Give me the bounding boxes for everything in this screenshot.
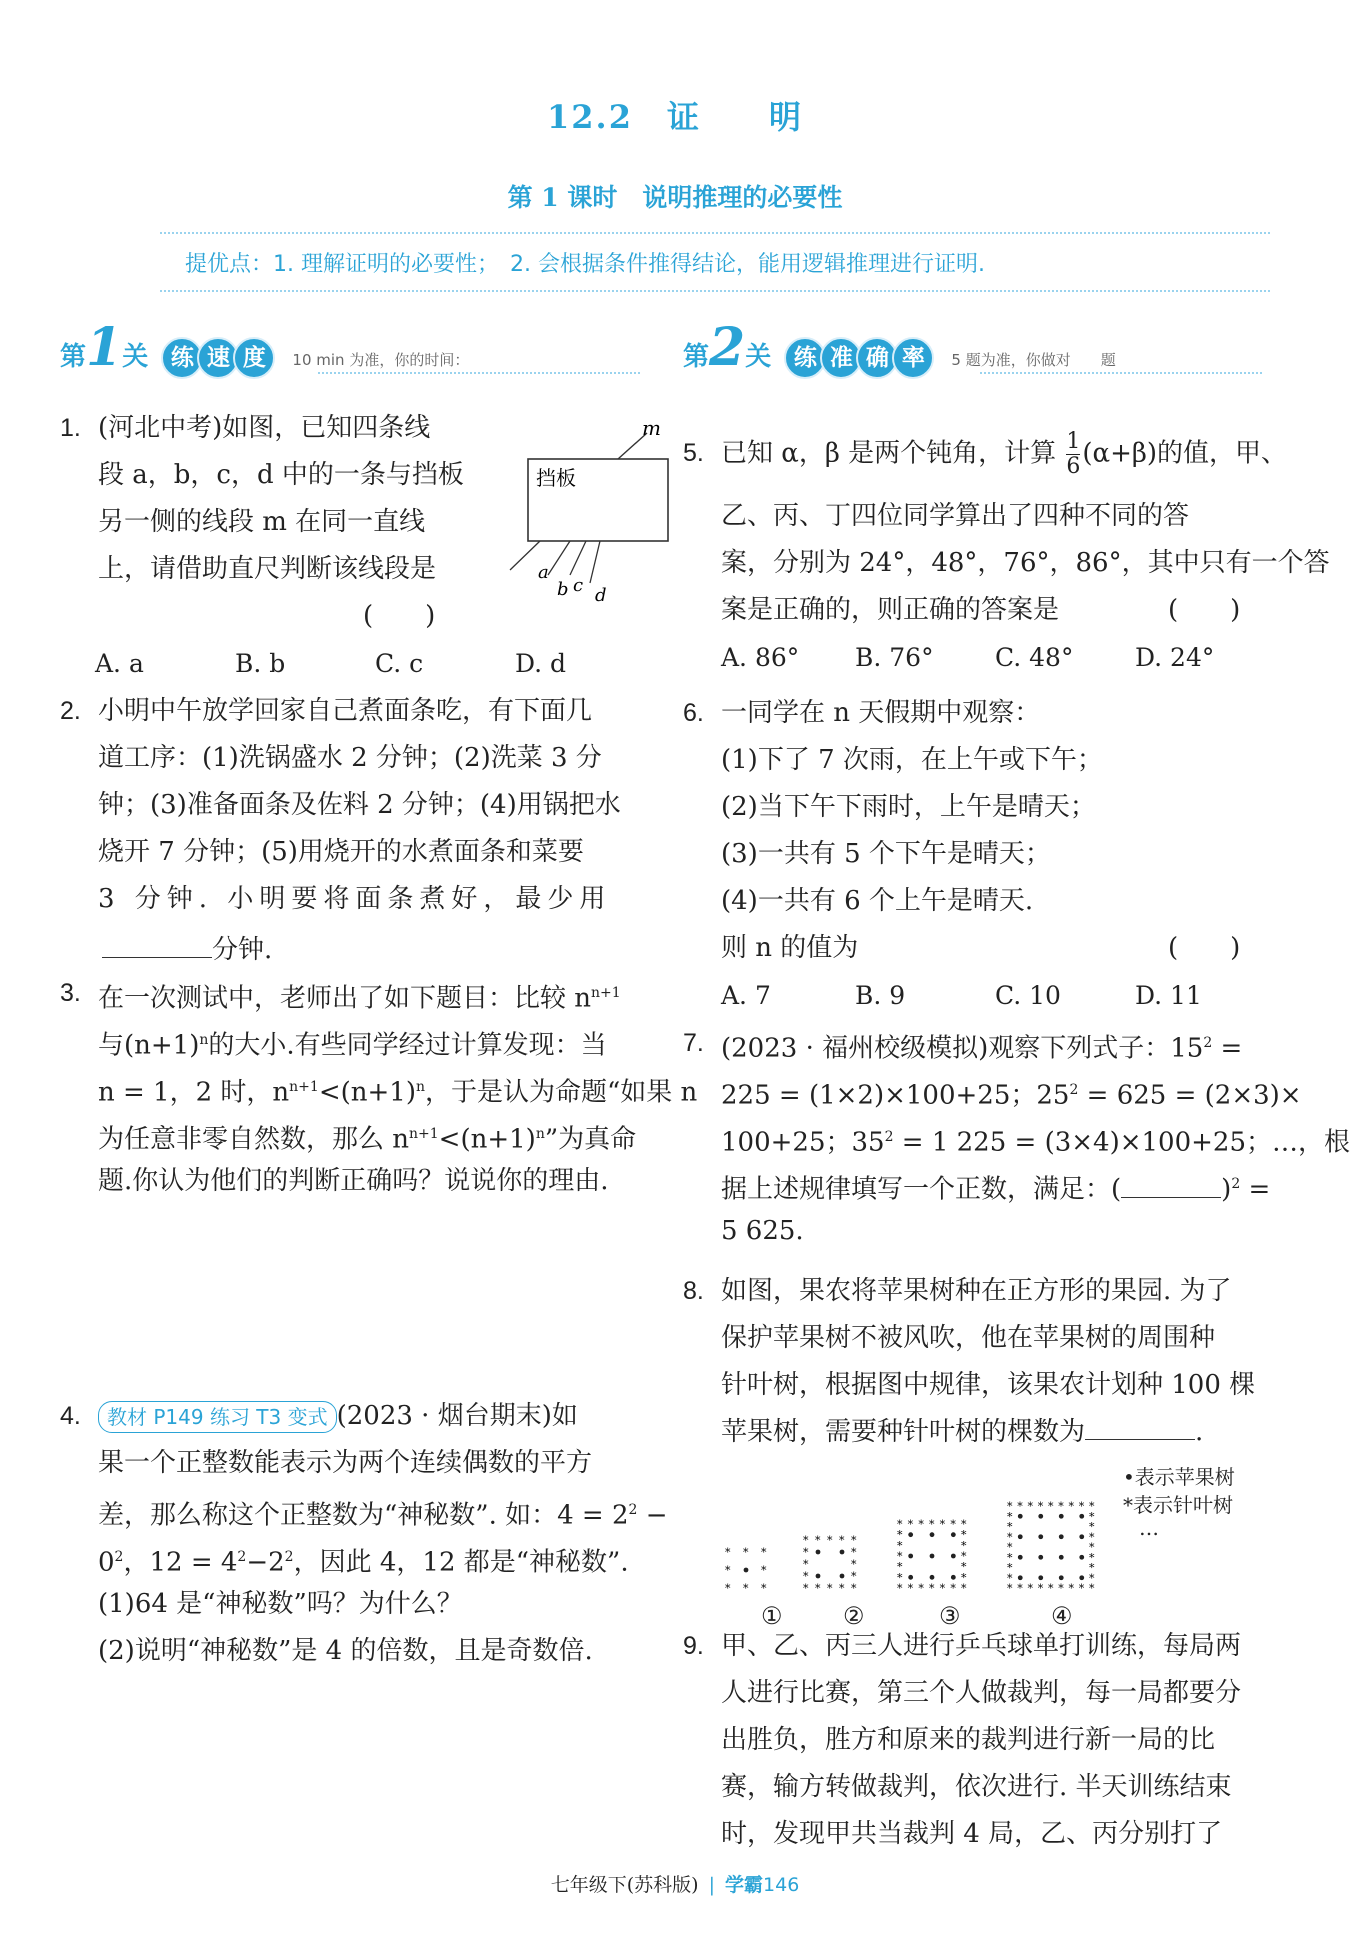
question-text: (3)一共有 5 个下午是晴天；: [721, 839, 1051, 869]
conifer-tree: *: [961, 1518, 967, 1531]
footer-separator: |: [708, 1874, 715, 1896]
bubble-char: 度: [233, 337, 275, 379]
conifer-tree: *: [897, 1560, 903, 1574]
conifer-tree: *: [1078, 1582, 1085, 1595]
conifer-tree: *: [827, 1534, 833, 1547]
apple-tree: [930, 1532, 935, 1537]
apple-tree: [1059, 1555, 1064, 1560]
question-9: [683, 1623, 1283, 1863]
conifer-tree: *: [761, 1582, 767, 1595]
conifer-tree: *: [839, 1582, 845, 1595]
figure-label-2: ②: [843, 1602, 865, 1630]
conifer-tree: *: [851, 1534, 857, 1547]
answer-paren: ( ): [1168, 595, 1241, 625]
apple-tree: [1018, 1575, 1023, 1580]
conifer-tree: *: [918, 1518, 924, 1531]
conifer-tree: *: [725, 1582, 731, 1595]
conifer-tree: *: [1007, 1541, 1013, 1554]
exponent: n: [199, 1032, 209, 1048]
question-text: ，于是认为命题“如果 n: [425, 1077, 698, 1108]
section-note: 5 题为准，你做对 题: [951, 351, 1116, 369]
conifer-tree: *: [897, 1571, 903, 1585]
apple-tree: [951, 1575, 956, 1580]
option-d: D. 11: [1135, 981, 1202, 1010]
question-text: 果一个正整数能表示为两个连续偶数的平方: [98, 1448, 593, 1478]
option-a: A. 7: [721, 981, 771, 1010]
option-c: C. 10: [995, 981, 1061, 1010]
conifer-tree: *: [1007, 1520, 1013, 1534]
question-text: 据上述规律填写一个正数，满足：(: [721, 1174, 1122, 1205]
conifer-tree: *: [851, 1570, 857, 1583]
answer-paren: ( ): [363, 601, 436, 631]
apple-tree: [816, 1574, 821, 1579]
bubble-char: 确: [856, 337, 898, 379]
conifer-tree: *: [743, 1546, 749, 1559]
question-6: [683, 690, 1283, 1020]
conifer-tree: *: [907, 1582, 914, 1595]
conifer-tree: *: [1089, 1520, 1095, 1534]
conifer-tree: *: [929, 1518, 935, 1531]
bubble-char: 练: [161, 337, 203, 379]
option-b: B. 9: [855, 981, 906, 1010]
question-text: 3 分钟. 小明要将面条煮好，最少用: [98, 884, 612, 914]
apple-tree: [816, 1550, 821, 1555]
legend-conifer: *表示针叶树: [1123, 1493, 1233, 1517]
conifer-tree: *: [950, 1518, 956, 1531]
exponent: 2: [1203, 1035, 1213, 1051]
tips-text: 提优点：1. 理解证明的必要性； 2. 会根据条件推得结论，能用逻辑推理进行证明.: [185, 252, 985, 277]
exponent: 2: [237, 1549, 247, 1565]
conifer-tree: *: [839, 1534, 845, 1547]
conifer-tree: *: [1007, 1571, 1013, 1585]
question-5: [683, 425, 1330, 685]
conifer-tree: *: [1089, 1530, 1095, 1544]
conifer-tree: *: [1037, 1582, 1044, 1595]
brand-label: 学霸: [725, 1874, 764, 1896]
grade-label: 七年级下(苏科版): [550, 1874, 699, 1896]
bubble-char: 率: [892, 337, 934, 379]
question-7: [683, 1020, 1350, 1270]
apple-tree: [840, 1550, 845, 1555]
question-text: = 1 225 = (3×4)×100+25；…，根: [893, 1127, 1350, 1158]
conifer-tree: *: [1007, 1510, 1013, 1524]
conifer-tree: *: [897, 1518, 903, 1531]
section-title: 12.2 证 明: [547, 98, 803, 136]
question-text: 人进行比赛，第三个人做裁判，每一局都要分: [721, 1678, 1242, 1708]
conifer-tree: *: [1089, 1541, 1095, 1554]
question-text: 另一侧的线段 m 在同一直线: [98, 507, 426, 537]
conifer-tree: *: [1007, 1530, 1013, 1544]
option-b: B. 76°: [855, 643, 934, 672]
question-text: 道工序：(1)洗锅盛水 2 分钟；(2)洗菜 3 分: [98, 743, 602, 773]
conifer-tree: *: [961, 1571, 967, 1585]
question-text: 分钟.: [212, 935, 273, 965]
question-text: (2023 · 福州校级模拟)观察下列式子：15: [721, 1033, 1204, 1064]
question-text: (2)当下午下雨时，上午是晴天；: [721, 792, 1096, 822]
conifer-tree: *: [1017, 1500, 1023, 1513]
textbook-tag: 教材 P149 练习 T3 变式: [98, 1401, 337, 1433]
question-number: 3.: [60, 979, 81, 1007]
apple-tree: [951, 1532, 956, 1537]
question-text: 上，请借助直尺判断该线段是: [98, 554, 437, 584]
question-text: 甲、乙、丙三人进行乒乓球单打训练，每局两: [721, 1631, 1242, 1661]
conifer-tree: *: [851, 1546, 857, 1559]
apple-tree: [1038, 1575, 1043, 1580]
question-text: 保护苹果树不被风吹，他在苹果树的周围种: [721, 1323, 1216, 1353]
divider: [980, 372, 1262, 374]
board-figure: [460, 415, 700, 615]
fraction: [1066, 430, 1080, 479]
conifer-tree: *: [815, 1534, 821, 1547]
question-text: 烧开 7 分钟；(5)用烧开的水煮面条和菜要: [98, 837, 584, 867]
divider: [318, 372, 640, 374]
answer-blank[interactable]: [1085, 1409, 1195, 1440]
answer-paren: ( ): [1168, 933, 1241, 963]
question-text: 与(n+1): [98, 1030, 200, 1061]
question-text: 苹果树，需要种针叶树的棵数为: [721, 1417, 1086, 1447]
apple-tree: [1038, 1514, 1043, 1519]
option-c: C. c: [375, 649, 424, 678]
divider: [160, 290, 1270, 292]
conifer-tree: *: [851, 1558, 857, 1571]
conifer-tree: *: [725, 1564, 731, 1577]
question-number: 1.: [60, 414, 81, 442]
question-text: 100+25；35: [721, 1127, 885, 1158]
conifer-tree: *: [1007, 1561, 1013, 1575]
conifer-tree: *: [897, 1539, 903, 1553]
question-text: 钟；(3)准备面条及佐料 2 分钟；(4)用锅把水: [98, 790, 621, 820]
apple-tree: [840, 1574, 845, 1579]
question-number: 2.: [60, 697, 81, 725]
option-b: B. b: [235, 649, 286, 678]
question-text: (α+β)的值，甲、: [1082, 438, 1288, 469]
conifer-tree: *: [961, 1539, 967, 1553]
apple-tree: [1018, 1514, 1023, 1519]
conifer-tree: *: [1089, 1500, 1095, 1513]
tree-pattern-figure: [718, 1458, 1095, 1608]
conifer-tree: *: [1078, 1500, 1085, 1513]
option-a: A. a: [95, 649, 144, 678]
conifer-tree: *: [1027, 1582, 1033, 1595]
fraction-numerator: 1: [1066, 429, 1081, 454]
exponent: n+1: [289, 1079, 319, 1095]
apple-tree: [930, 1575, 935, 1580]
legend-ellipsis: …: [1139, 1516, 1159, 1540]
question-text: <(n+1): [438, 1124, 536, 1155]
apple-tree: [908, 1554, 913, 1559]
legend-apple: •表示苹果树: [1123, 1465, 1235, 1489]
question-text: 小明中午放学回家自己煮面条吃，有下面几: [98, 696, 593, 726]
conifer-tree: *: [1007, 1551, 1013, 1565]
exponent: 2: [1231, 1176, 1241, 1192]
question-text: 在一次测试中，老师出了如下题目：比较 n: [98, 983, 592, 1014]
question-text: −: [637, 1500, 668, 1531]
conifer-tree: *: [897, 1582, 903, 1595]
question-text: ，因此 4，12 都是“神秘数”.: [293, 1547, 629, 1578]
segment-a-label: a: [538, 562, 549, 583]
option-d: D. d: [515, 649, 567, 678]
conifer-tree: *: [1048, 1500, 1054, 1513]
exponent: 2: [1069, 1082, 1079, 1098]
conifer-tree: *: [1007, 1500, 1013, 1513]
question-text: ”为真命: [544, 1124, 637, 1155]
question-text: 时，发现甲共当裁判 4 局，乙、丙分别打了: [721, 1819, 1223, 1849]
segment-b-label: b: [557, 579, 569, 600]
exponent: 2: [628, 1502, 638, 1518]
exponent: n: [415, 1079, 425, 1095]
conifer-tree: *: [961, 1550, 967, 1563]
question-text: (1)下了 7 次雨，在上午或下午；: [721, 745, 1103, 775]
apple-tree: [908, 1575, 913, 1580]
page-footer: [0, 1870, 1350, 1897]
question-text: 0: [98, 1547, 115, 1578]
conifer-tree: *: [1027, 1500, 1033, 1513]
divider: [160, 232, 1270, 234]
question-text: (4)一共有 6 个上午是晴天.: [721, 886, 1034, 916]
apple-tree: [1079, 1534, 1084, 1539]
option-d: D. 24°: [1135, 643, 1215, 672]
conifer-tree: *: [803, 1546, 809, 1559]
section-guan: 关: [122, 342, 149, 372]
apple-tree: [930, 1554, 935, 1559]
question-number: 4.: [60, 1402, 81, 1430]
question-text: 已知 α，β 是两个钝角，计算: [721, 438, 1057, 469]
figure-label-3: ③: [939, 1602, 961, 1630]
question-text: ): [1221, 1174, 1232, 1205]
bubble-char: 速: [197, 337, 239, 379]
question-text: .: [1195, 1417, 1204, 1447]
conifer-tree: *: [939, 1518, 946, 1531]
apple-tree: [1018, 1534, 1023, 1539]
exponent: 2: [114, 1549, 124, 1565]
question-text: 案，分别为 24°，48°，76°，86°，其中只有一个答: [721, 548, 1330, 578]
question-2: [60, 688, 660, 978]
bubble-char: 准: [820, 337, 862, 379]
conifer-tree: *: [939, 1582, 946, 1595]
apple-tree: [1079, 1555, 1084, 1560]
question-8: [683, 1268, 1283, 1628]
question-text: 的大小.有些同学经过计算发现：当: [208, 1030, 607, 1061]
conifer-tree: *: [743, 1582, 749, 1595]
bubble-char: 练: [784, 337, 826, 379]
conifer-tree: *: [961, 1582, 967, 1595]
question-text: = 625 = (2×3)×: [1078, 1080, 1302, 1111]
segment-d-label: d: [595, 585, 607, 606]
apple-tree: [1059, 1575, 1064, 1580]
conifer-tree: *: [897, 1528, 903, 1542]
question-text: 差，那么称这个正整数为“神秘数”. 如：4 = 2: [98, 1500, 629, 1531]
conifer-tree: *: [918, 1582, 924, 1595]
section-number: 2: [709, 317, 746, 378]
question-text: =: [1240, 1174, 1271, 1205]
conifer-tree: *: [950, 1582, 956, 1595]
section-guan: 关: [745, 342, 772, 372]
conifer-tree: *: [1007, 1582, 1013, 1595]
conifer-tree: *: [1017, 1582, 1023, 1595]
question-4: [60, 1393, 668, 1693]
question-text: −2: [246, 1547, 285, 1578]
apple-tree: [1079, 1514, 1084, 1519]
question-text: 则 n 的值为: [721, 933, 859, 963]
conifer-tree: *: [1089, 1551, 1095, 1565]
figure-label-4: ④: [1051, 1602, 1073, 1630]
exponent: n+1: [591, 985, 621, 1001]
question-text: 段 a，b，c，d 中的一条与挡板: [98, 460, 464, 490]
section-di: 第: [683, 342, 710, 372]
question-text: ，12 = 4: [123, 1547, 238, 1578]
conifer-tree: *: [803, 1570, 809, 1583]
option-a: A. 86°: [721, 643, 800, 672]
sub-question: (1)64 是“神秘数”吗？为什么？: [98, 1589, 463, 1619]
question-text: (2023 · 烟台期末)如: [336, 1401, 578, 1431]
conifer-tree: *: [851, 1582, 857, 1595]
conifer-tree: *: [815, 1582, 821, 1595]
conifer-tree: *: [1089, 1510, 1095, 1524]
conifer-tree: *: [1089, 1582, 1095, 1595]
conifer-tree: *: [803, 1534, 809, 1547]
conifer-tree: *: [1037, 1500, 1044, 1513]
page-number: 146: [763, 1874, 800, 1896]
figure-label-1: ①: [761, 1602, 783, 1630]
question-text: 题.你认为他们的判断正确吗？说说你的理由.: [98, 1166, 609, 1196]
question-text: n = 1，2 时，n: [98, 1077, 290, 1108]
apple-tree: [1059, 1514, 1064, 1519]
board-label: 挡板: [536, 466, 576, 490]
question-number: 6.: [683, 699, 704, 727]
apple-tree: [908, 1532, 913, 1537]
fraction-denominator: 6: [1066, 454, 1081, 479]
question-number: 7.: [683, 1029, 704, 1057]
apple-tree: [1038, 1555, 1043, 1560]
section-di: 第: [60, 342, 87, 372]
conifer-tree: *: [803, 1558, 809, 1571]
apple-tree: [744, 1568, 749, 1573]
option-c: C. 48°: [995, 643, 1074, 672]
question-text: 为任意非零自然数，那么 n: [98, 1124, 410, 1155]
sub-question: (2)说明“神秘数”是 4 的倍数，且是奇数倍.: [98, 1636, 593, 1666]
conifer-tree: *: [761, 1564, 767, 1577]
conifer-tree: *: [1058, 1500, 1064, 1513]
conifer-tree: *: [897, 1550, 903, 1563]
answer-blank[interactable]: [102, 923, 212, 958]
conifer-tree: *: [803, 1582, 809, 1595]
conifer-tree: *: [1068, 1500, 1074, 1513]
exponent: n: [535, 1126, 545, 1142]
conifer-tree: *: [961, 1528, 967, 1542]
apple-tree: [1079, 1575, 1084, 1580]
conifer-tree: *: [1089, 1571, 1095, 1585]
question-text: =: [1212, 1033, 1243, 1064]
question-text: 225 = (1×2)×100+25；25: [721, 1080, 1070, 1111]
exponent: n+1: [409, 1126, 439, 1142]
conifer-tree: *: [1058, 1582, 1064, 1595]
question-text: 案是正确的，则正确的答案是: [721, 595, 1060, 625]
question-number: 9.: [683, 1632, 704, 1660]
conifer-tree: *: [725, 1546, 731, 1559]
conifer-tree: *: [907, 1518, 914, 1531]
question-text: 赛，输方转做裁判，依次进行. 半天训练结束: [721, 1772, 1232, 1802]
section-number: 1: [86, 317, 123, 378]
conifer-tree: *: [761, 1546, 767, 1559]
section-note: 10 min 为准，你的时间：: [292, 351, 470, 369]
question-1: [60, 405, 660, 695]
apple-tree: [1038, 1534, 1043, 1539]
exponent: 2: [284, 1549, 294, 1565]
question-text: 出胜负，胜方和原来的裁判进行新一局的比: [721, 1725, 1216, 1755]
question-text: (河北中考)如图，已知四条线: [98, 413, 431, 443]
question-number: 8.: [683, 1277, 704, 1305]
conifer-tree: *: [1068, 1582, 1074, 1595]
conifer-tree: *: [929, 1582, 935, 1595]
apple-tree: [1059, 1534, 1064, 1539]
question-text: 如图，果农将苹果树种在正方形的果园. 为了: [721, 1276, 1232, 1306]
question-3: [60, 970, 698, 1230]
answer-blank[interactable]: [1121, 1167, 1221, 1198]
segment-c-label: c: [573, 575, 584, 596]
question-text: <(n+1): [318, 1077, 416, 1108]
question-text: 一同学在 n 天假期中观察：: [721, 698, 1041, 728]
segment-m-label: m: [642, 416, 661, 440]
conifer-tree: *: [961, 1560, 967, 1574]
conifer-tree: *: [1048, 1582, 1054, 1595]
conifer-tree: *: [1089, 1561, 1095, 1575]
question-text: 5 625.: [721, 1216, 804, 1246]
question-text: 乙、丙、丁四位同学算出了四种不同的答: [721, 501, 1190, 531]
question-number: 5.: [683, 439, 704, 467]
question-text: 针叶树，根据图中规律，该果农计划种 100 棵: [721, 1370, 1256, 1400]
apple-tree: [1018, 1555, 1023, 1560]
conifer-tree: *: [827, 1582, 833, 1595]
exponent: 2: [884, 1129, 894, 1145]
apple-tree: [951, 1554, 956, 1559]
lesson-subtitle: 第 1 课时 说明推理的必要性: [507, 183, 843, 212]
